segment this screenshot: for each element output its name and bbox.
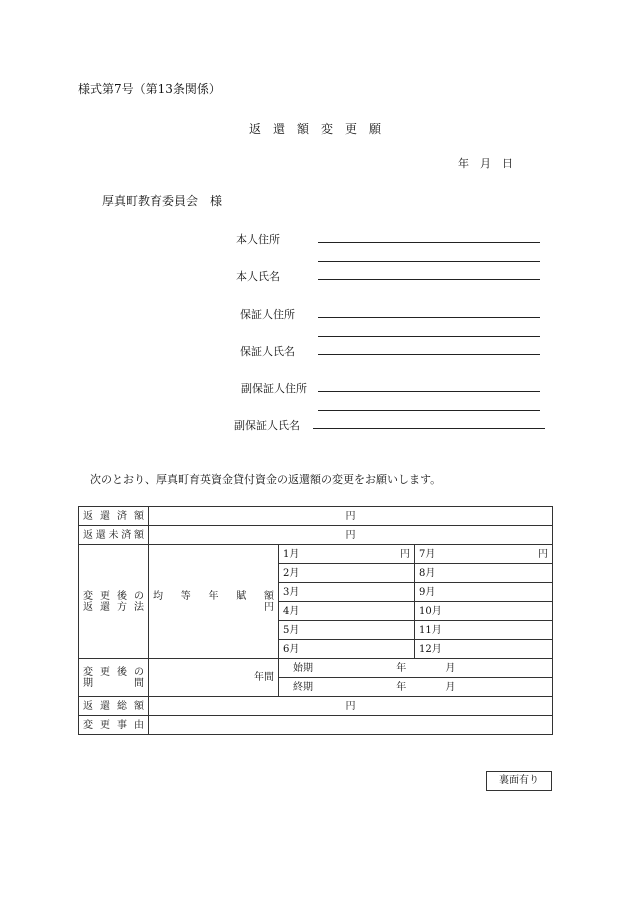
yen-unit: 円 — [400, 548, 410, 560]
repaid-amount[interactable] — [149, 507, 553, 526]
address-line-1[interactable] — [318, 242, 540, 243]
month-cell[interactable] — [279, 583, 415, 602]
month-unit: 月 — [445, 662, 456, 674]
address-line-2[interactable] — [318, 261, 540, 262]
table-row — [79, 697, 553, 716]
period-label-line-2: 期間 — [83, 677, 144, 689]
month-cell[interactable] — [279, 621, 415, 640]
total-label: 返還総額 — [79, 697, 149, 716]
yen-unit: 円 — [345, 700, 356, 712]
table-row — [79, 526, 553, 545]
years-unit: 年間 — [254, 672, 274, 683]
month-label: 3月 — [283, 586, 300, 598]
table-row — [79, 507, 553, 526]
table-row — [79, 545, 553, 564]
month-label: 4月 — [283, 605, 300, 617]
guarantor-name-label: 保証人氏名 — [240, 345, 295, 358]
reason-label: 変更事由 — [79, 716, 149, 735]
month-label: 8月 — [419, 567, 436, 579]
sub-guarantor-name-line[interactable] — [313, 428, 545, 429]
name-label: 本人氏名 — [236, 270, 280, 283]
table-row — [79, 659, 553, 678]
yen-unit: 円 — [345, 510, 356, 522]
end-period-cell[interactable] — [279, 678, 553, 697]
month-label: 7月 — [419, 548, 436, 560]
method-label-line-2: 返還方法 — [83, 601, 144, 613]
date-line: 年 月 日 — [458, 157, 513, 170]
month-cell[interactable] — [415, 545, 553, 564]
unpaid-amount[interactable] — [149, 526, 553, 545]
month-cell[interactable] — [415, 640, 553, 659]
recipient: 厚真町教育委員会 様 — [102, 194, 223, 208]
yen-unit: 円 — [538, 548, 549, 560]
page-title: 返還額変更願 — [248, 122, 393, 136]
yen-unit: 円 — [264, 601, 274, 613]
month-cell[interactable] — [279, 602, 415, 621]
name-line[interactable] — [318, 279, 540, 280]
month-cell[interactable] — [415, 621, 553, 640]
month-label: 9月 — [419, 586, 436, 598]
sub-guarantor-address-line-1[interactable] — [318, 391, 540, 392]
equal-annual-label: 均等年賦額 — [153, 590, 274, 602]
month-label: 2月 — [283, 567, 300, 579]
guarantor-name-line[interactable] — [318, 354, 540, 355]
method-label-line-1: 変更後の — [83, 590, 144, 602]
month-label: 12月 — [419, 643, 442, 655]
guarantor-address-line-2[interactable] — [318, 336, 540, 337]
month-label: 6月 — [283, 643, 300, 655]
equal-annual-cell[interactable] — [149, 545, 279, 659]
repayment-table — [78, 506, 553, 735]
month-label: 10月 — [419, 605, 442, 617]
yen-unit: 円 — [345, 529, 356, 541]
table-row — [79, 716, 553, 735]
month-cell[interactable] — [415, 583, 553, 602]
start-label: 始期 — [293, 662, 313, 674]
guarantor-address-label: 保証人住所 — [240, 308, 295, 321]
sub-guarantor-address-line-2[interactable] — [318, 410, 540, 411]
end-label: 終期 — [293, 681, 313, 693]
form-number: 様式第7号（第13条関係） — [78, 82, 221, 96]
month-cell[interactable] — [415, 602, 553, 621]
month-label: 5月 — [283, 624, 300, 636]
reason-field[interactable] — [149, 716, 553, 735]
month-cell[interactable] — [279, 545, 415, 564]
month-label: 11月 — [419, 624, 442, 636]
period-label-line-1: 変更後の — [83, 666, 144, 678]
sub-guarantor-address-label: 副保証人住所 — [241, 382, 307, 395]
unpaid-label: 返還未済額 — [79, 526, 149, 545]
method-label — [79, 545, 149, 659]
month-cell[interactable] — [415, 564, 553, 583]
start-period-cell[interactable] — [279, 659, 553, 678]
month-cell[interactable] — [279, 564, 415, 583]
year-unit: 年 — [396, 662, 407, 674]
year-unit: 年 — [396, 681, 407, 693]
address-label: 本人住所 — [236, 233, 280, 246]
repaid-label: 返還済額 — [79, 507, 149, 526]
month-label: 1月 — [283, 548, 300, 560]
intro-text: 次のとおり、厚真町育英資金貸付資金の返還額の変更をお願いします。 — [90, 473, 442, 486]
month-unit: 月 — [445, 681, 456, 693]
period-years-cell[interactable] — [149, 659, 279, 697]
sub-guarantor-name-label: 副保証人氏名 — [234, 419, 300, 432]
reverse-side-note: 裏面有り — [486, 771, 552, 791]
month-cell[interactable] — [279, 640, 415, 659]
guarantor-address-line-1[interactable] — [318, 317, 540, 318]
period-label — [79, 659, 149, 697]
total-amount[interactable] — [149, 697, 553, 716]
